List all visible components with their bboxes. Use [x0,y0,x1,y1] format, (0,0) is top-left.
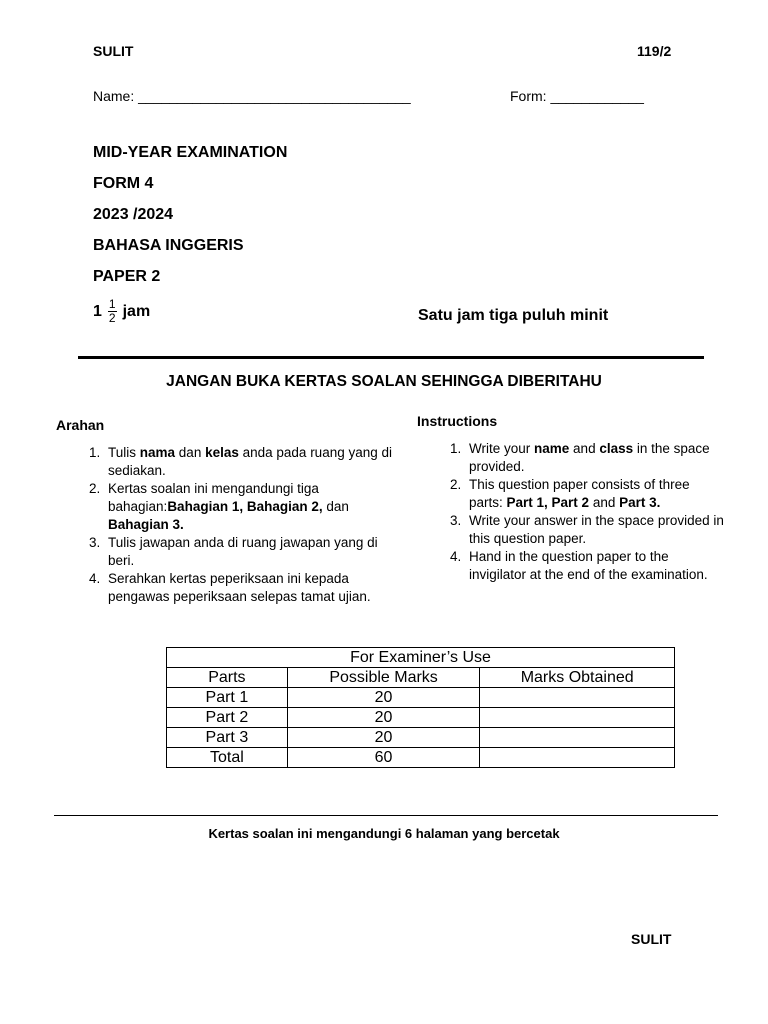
duration-fraction [108,298,117,325]
top-divider [78,356,704,359]
list-item: 3. Write your answer in the space provided in this question paper. [465,512,725,548]
list-item: 4. Serahkan kertas peperiksaan ini kepada pengawas peperiksaan selepas tamat ujian. [104,570,394,606]
column-header: Parts [167,668,288,688]
examiner-table [166,647,675,768]
table-cell: Part 1 [167,688,288,708]
instructions-heading: Instructions [417,413,498,429]
column-header: Marks Obtained [480,668,675,688]
table-caption: For Examiner’s Use [167,648,675,668]
duration-whole: 1 [93,302,102,320]
table-header-row [167,668,675,688]
bottom-divider [54,815,718,816]
duration-numerator: 1 [108,297,116,311]
table-cell: Part 3 [167,728,288,748]
header-sulit: SULIT [93,43,134,59]
list-item: 4. Hand in the question paper to the invigilator at the end of the examination. [465,548,725,584]
table-cell: 20 [287,728,480,748]
table-row [167,748,675,768]
form-field: Form: ____________ [510,88,644,104]
table-cell: 20 [287,688,480,708]
duration-denominator: 2 [108,311,116,325]
table-row [167,708,675,728]
paper-number: PAPER 2 [93,268,161,285]
marks-obtained-cell[interactable] [480,748,675,768]
list-item: 2. Kertas soalan ini mengandungi tiga bahagian:Bahagian 1, Bahagian 2, dan Bahagian 3. [104,480,394,534]
marks-obtained-cell[interactable] [480,708,675,728]
list-item: 2. This question paper consists of three parts: Part 1, Part 2 and Part 3. [465,476,725,512]
arahan-list [78,444,394,606]
column-header: Possible Marks [287,668,480,688]
paper-code: 119/2 [637,43,672,59]
academic-year: 2023 /2024 [93,206,174,223]
table-cell: 20 [287,708,480,728]
subject-name: BAHASA INGGERIS [93,237,244,254]
name-field: Name: ___________________________________ [93,88,411,104]
instructions-list [439,440,725,584]
marks-obtained-cell[interactable] [480,688,675,708]
marks-obtained-cell[interactable] [480,728,675,748]
duration [93,298,150,325]
list-item: 3. Tulis jawapan anda di ruang jawapan yang di beri. [104,534,394,570]
duration-words: Satu jam tiga puluh minit [418,307,609,324]
footer-sulit: SULIT [631,931,672,947]
table-caption-row [167,648,675,668]
form-level: FORM 4 [93,175,154,192]
table-row [167,728,675,748]
exam-title: MID-YEAR EXAMINATION [93,144,288,161]
table-cell: Total [167,748,288,768]
table-cell: 60 [287,748,480,768]
do-not-open-warning: JANGAN BUKA KERTAS SOALAN SEHINGGA DIBERITAHU [166,373,602,390]
list-item: 1. Tulis nama dan kelas anda pada ruang yang di sediakan. [104,444,394,480]
table-row [167,688,675,708]
duration-unit: jam [122,302,151,320]
arahan-heading: Arahan [56,417,105,433]
table-cell: Part 2 [167,708,288,728]
page-count-note: Kertas soalan ini mengandungi 6 halaman yang bercetak [208,826,560,841]
list-item: 1. Write your name and class in the space provided. [465,440,725,476]
